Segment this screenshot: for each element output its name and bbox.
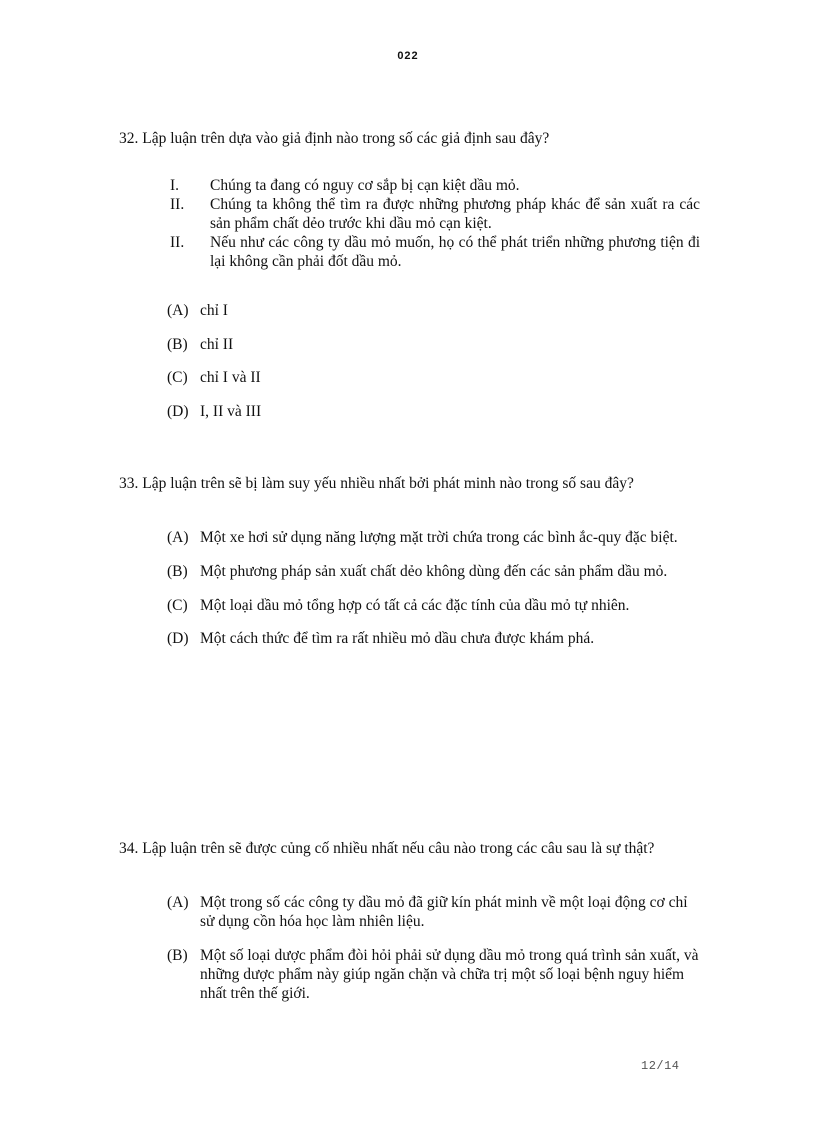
question-32-option-d[interactable] [167, 402, 707, 421]
premise-number: I. [170, 177, 180, 194]
option-label: (A) [167, 302, 189, 319]
option-text: I, II và III [200, 403, 262, 420]
premise-2 [170, 195, 700, 233]
premise-number: II. [170, 196, 185, 213]
premise-text: Chúng ta không thể tìm ra được những phương pháp khác để sản xuất ra các sản phẩm chất dẻo trước khi dầu mỏ cạn kiệt. [210, 196, 700, 232]
premise-text: Nếu như các công ty dầu mỏ muốn, họ có thể phát triển những phương tiện đi lại không cần phải đốt dầu mỏ. [210, 234, 700, 270]
option-text: chỉ I [200, 302, 228, 319]
option-label: (A) [167, 894, 189, 911]
option-text: Một xe hơi sử dụng năng lượng mặt trời chứa trong các bình ắc-quy đặc biệt. [200, 529, 678, 546]
question-34-stem: 34. Lập luận trên sẽ được củng cố nhiều nhất nếu câu nào trong các câu sau là sự thật? [119, 840, 655, 857]
option-text: Một cách thức để tìm ra rất nhiều mỏ dầu chưa được khám phá. [200, 630, 595, 647]
option-label: (C) [167, 597, 188, 614]
question-34-option-a[interactable] [167, 893, 699, 931]
question-32-option-b[interactable] [167, 335, 707, 354]
option-text: Một phương pháp sản xuất chất dẻo không dùng đến các sản phẩm dầu mỏ. [200, 563, 668, 580]
option-text: Một loại dầu mỏ tổng hợp có tất cả các đặc tính của dầu mỏ tự nhiên. [200, 597, 630, 614]
option-label: (A) [167, 529, 189, 546]
option-label: (D) [167, 630, 189, 647]
exam-code: 022 [397, 50, 419, 62]
option-text: Một trong số các công ty dầu mỏ đã giữ kín phát minh về một loại động cơ chỉ sử dụng cồn hóa học làm nhiên liệu. [200, 894, 688, 930]
option-label: (C) [167, 369, 188, 386]
option-label: (B) [167, 336, 188, 353]
option-text: chỉ II [200, 336, 234, 353]
question-33-option-a[interactable] [167, 528, 707, 547]
option-label: (D) [167, 403, 189, 420]
question-34-option-b[interactable] [167, 946, 699, 1003]
question-32-premises [170, 176, 700, 271]
question-32-option-c[interactable] [167, 368, 707, 387]
question-33-stem: 33. Lập luận trên sẽ bị làm suy yếu nhiều nhất bởi phát minh nào trong số sau đây? [119, 475, 634, 492]
premise-3 [170, 233, 700, 271]
option-label: (B) [167, 947, 188, 964]
option-text: chỉ I và II [200, 369, 261, 386]
question-33-option-c[interactable] [167, 596, 707, 615]
premise-number: II. [170, 234, 185, 251]
premise-1 [170, 176, 700, 195]
question-32-stem: 32. Lập luận trên dựa vào giả định nào trong số các giả định sau đây? [119, 130, 550, 147]
question-32-option-a[interactable] [167, 301, 707, 320]
question-33-option-b[interactable] [167, 562, 707, 581]
premise-text: Chúng ta đang có nguy cơ sắp bị cạn kiệt dầu mỏ. [210, 177, 520, 194]
option-text: Một số loại dược phẩm đòi hỏi phải sử dụng dầu mỏ trong quá trình sản xuất, và những dược phẩm này giúp ngăn chặn và chữa trị một số loại bệnh nguy hiểm nhất trên thế giới. [200, 947, 699, 1002]
question-33-option-d[interactable] [167, 629, 707, 648]
page-number: 12/14 [641, 1059, 680, 1073]
option-label: (B) [167, 563, 188, 580]
